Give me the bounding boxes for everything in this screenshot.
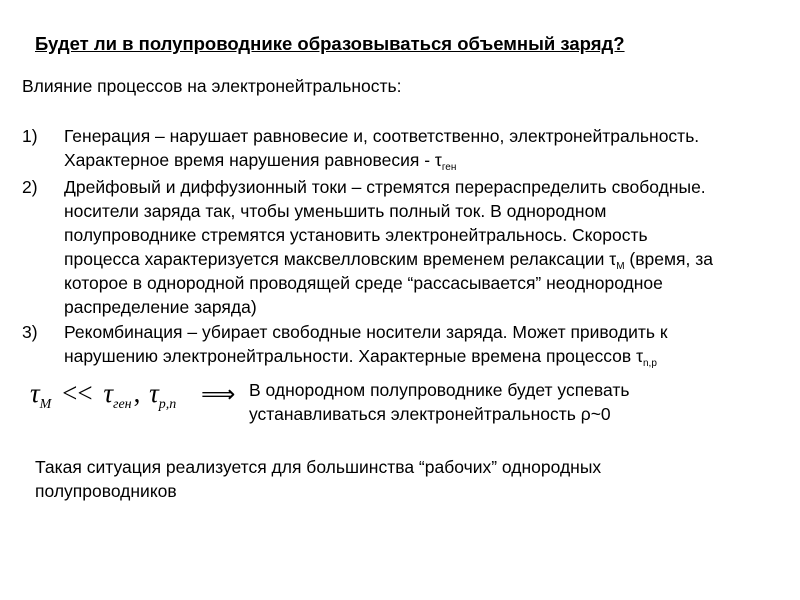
list-item-number: 2) xyxy=(22,177,38,197)
list-item-line: полупроводнике стремятся установить электронейтральнось. Скорость xyxy=(64,225,648,245)
list-item-line: нарушению электронейтральности. Характерные времена процессов $\tau_{n,p}$ xyxy=(64,346,657,369)
implies-arrow-icon: ⟹ xyxy=(201,380,236,408)
subscript: M xyxy=(616,261,625,272)
closing-text: Такая ситуация реализуется для большинства “рабочих” однородных полупроводников xyxy=(35,457,602,501)
intro-text: Влияние процессов на электронейтральность: xyxy=(22,76,402,96)
list-item-line: процесса характеризуется максвелловским временем релаксации $\tau_M$ (время, за xyxy=(64,249,713,272)
list-item-line: распределение заряда) xyxy=(64,297,257,317)
subscript: n,p xyxy=(642,358,657,369)
list-item-line: Генерация – нарушает равновесие и, соответственно, электронейтральность. xyxy=(64,126,700,146)
list-item-number: 1) xyxy=(22,126,38,146)
subscript: ген xyxy=(441,162,457,173)
time-comparison-formula: $\tau_M << \tau_{ген}$, $\tau_{p,n}$ ⟹ xyxy=(30,378,236,412)
list-item-line: Дрейфовый и диффузионный токи – стремятся перераспределить свободные. xyxy=(64,177,706,197)
list-item-number: 3) xyxy=(22,322,38,342)
list-item-line: Рекомбинация – убирает свободные носители заряда. Может приводить к xyxy=(64,322,668,342)
list-item-line: которое в однородной проводящей среде “рассасывается” неоднородное xyxy=(64,273,663,293)
list-item-line: носители заряда так, чтобы уменьшить полный ток. В однородном xyxy=(64,201,607,221)
conclusion-text: В однородном полупроводнике будет успевать устанавливаться электронейтральность ρ~0 xyxy=(249,380,630,424)
slide-title: Будет ли в полупроводнике образовываться объемный заряд? xyxy=(35,33,625,54)
list-item-line: Характерное время нарушения равновесия - $\tau_{ген}$ xyxy=(64,150,457,173)
